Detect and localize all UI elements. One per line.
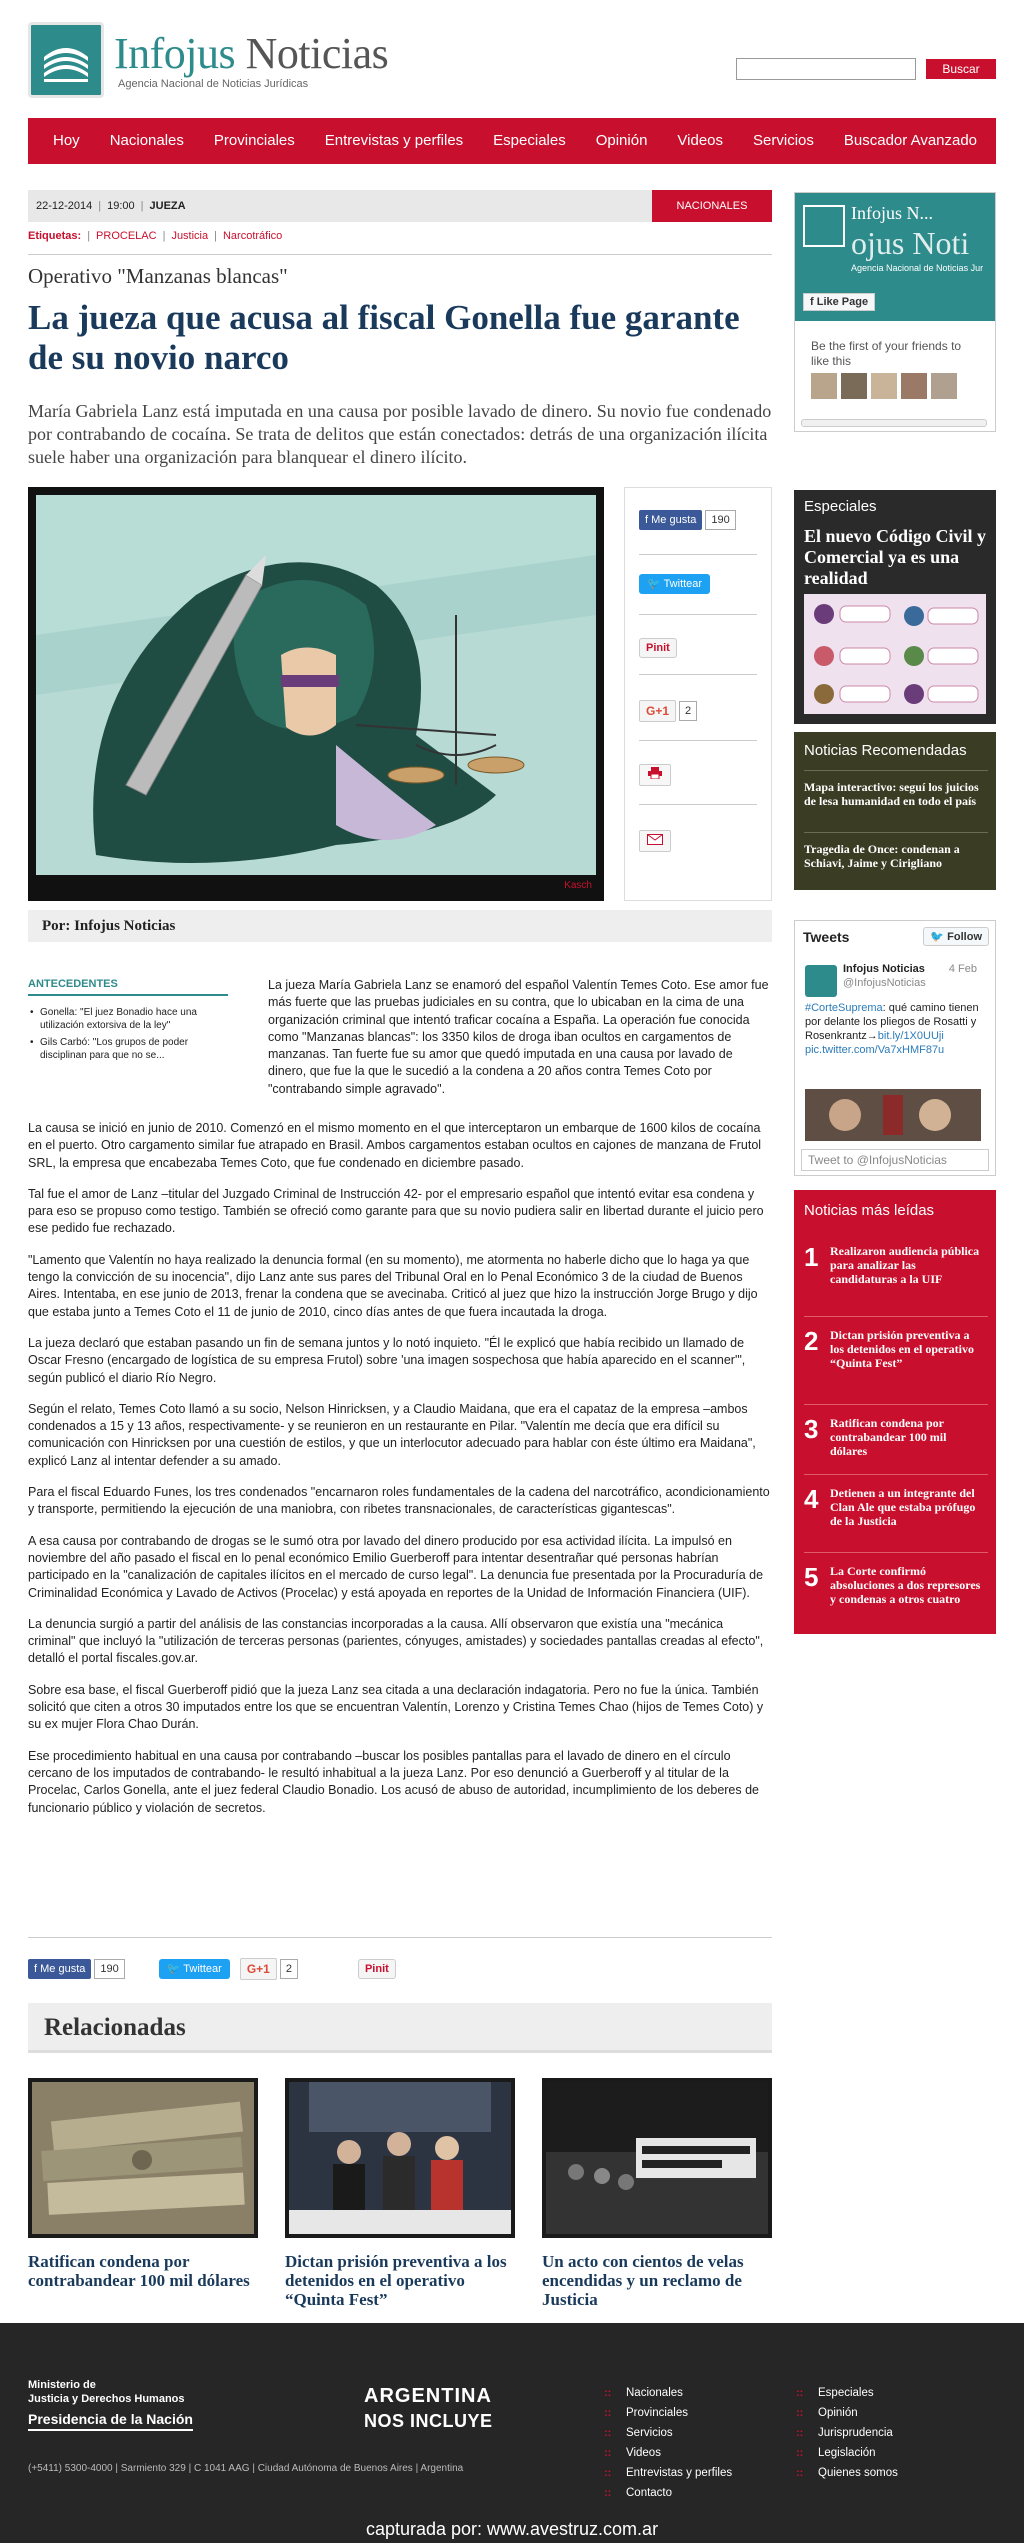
tweet-author-handle[interactable]: @InfojusNoticias <box>843 977 926 989</box>
facebook-icon: f <box>645 514 652 526</box>
nav-item-hoy[interactable]: Hoy <box>53 132 80 149</box>
tweet-author-name[interactable]: Infojus Noticias <box>843 963 925 975</box>
antecedente-link[interactable]: • Gonella: "El juez Bonadio hace una utilización extorsiva de la ley" <box>28 1006 228 1032</box>
related-title[interactable]: Un acto con cientos de velas encendidas y un reclamo de Justicia <box>542 2252 744 2309</box>
footer-link[interactable]: :: Videos <box>604 2443 732 2463</box>
recomendada-link[interactable]: Tragedia de Once: condenan a Schiavi, Jaime y Cirigliano <box>804 842 960 870</box>
justice-illustration <box>36 495 596 875</box>
capture-watermark: capturada por: www.avestruz.com.ar <box>365 2519 659 2539</box>
gplus-count: 2 <box>679 701 697 721</box>
fb-friend-faces <box>811 373 957 399</box>
dollar-bills-photo[interactable] <box>28 2078 258 2238</box>
related-article-card[interactable] <box>28 2078 258 2290</box>
fb-like-count-bottom: 190 <box>94 1959 124 1979</box>
tag-procelac[interactable]: PROCELAC <box>96 230 157 242</box>
main-nav <box>28 118 996 164</box>
mas-leidas-label: Noticias más leídas <box>804 1202 935 1219</box>
gplus-count-bottom: 2 <box>280 1959 298 1979</box>
tweet-button[interactable]: 🐦 Twittear <box>639 574 710 594</box>
nav-item-videos[interactable]: Videos <box>677 132 724 149</box>
footer-link[interactable]: :: Entrevistas y perfiles <box>604 2463 732 2483</box>
twitter-bird-icon: 🐦 <box>930 931 948 943</box>
article-paragraph: La jueza declaró que estaban pasando un fin de semana juntos y lo notó inquieto. "Él le explicó que había recibido un llamado de Oscar Fresno (encargado de logística de su empresa Frutol) sobre 'una imagen sospechosa que había aparecido en el scanner'", según publicó el diario Río Negro. <box>28 1335 746 1385</box>
ministry-line-1[interactable]: Ministerio de <box>28 2379 96 2391</box>
recomendada-link[interactable]: Mapa interactivo: seguí los juicios de lesa humanidad en todo el país <box>804 780 979 808</box>
article-topic: JUEZA <box>149 200 186 212</box>
gplus-share-row <box>639 700 697 722</box>
share-sidebar <box>624 487 772 901</box>
envelope-icon[interactable] <box>639 830 671 852</box>
search-input[interactable] <box>736 58 916 80</box>
recomendadas-box <box>794 732 996 890</box>
article-date: 22-12-2014 <box>36 200 93 212</box>
mas-leida-item[interactable] <box>804 1242 988 1312</box>
divider <box>639 554 757 555</box>
divider <box>639 804 757 805</box>
article-kicker: Operativo "Manzanas blancas" <box>28 264 288 288</box>
article-paragraph: A esa causa por contrabando de drogas se le sumó otra por lavado del dinero producido por esa actividad ilícita. La impulsó en noviembre del año pasado el fiscal en lo penal económico Emilio Guerberoff para intentar desentrañar qué personas habrían participado en la "canalización de capitales ilícitos en el mercado de curso legal". La denuncia fue presentada por la Procuraduría de Criminalidad Económica y Lavado de Activos (Procelac) y está apoyada en reportes de la Unidad de Información Financiera (UIF). <box>28 1533 764 1600</box>
tag-justicia[interactable]: Justicia <box>171 230 209 242</box>
fb-be-first-text: Be the first of your friends to like this <box>811 339 962 368</box>
mas-leida-item[interactable] <box>804 1414 988 1474</box>
article-paragraph: Ese procedimiento habitual en una causa por contrabando –buscar los posibles pantallas para el lavado de dinero en el círculo cercano de los imputados de contrabando- le resultó inhabitual a la jueza Lanz. Por eso denunció a Guerberoff y al titular de la Procelac, Carlos Gonella, ante el juez federal Claudio Bonadio. Los acusó de abuso de autoridad, incumplimiento de los deberes de funcionario público y violación de secretos. <box>28 1748 760 1815</box>
article-paragraph: La causa se inició en junio de 2010. Comenzó en el mismo momento en el que interceptaron un embarque de 1600 kilos de cocaína en el puerto. Otro cargamento similar fue atrapado en Brasil. Ambos cargamentos estaban ocultos en cajones de manzana de Frutol SRL, la empresa que encabezaba Temes Coto, que fue condenado en diciembre pasado. <box>28 1121 762 1170</box>
tweets-label: Tweets <box>803 929 850 945</box>
fb-share-row <box>639 510 736 530</box>
footer-link[interactable]: :: Quienes somos <box>796 2463 898 2483</box>
fb-page-cover[interactable] <box>795 193 995 321</box>
mas-leida-item[interactable] <box>804 1562 988 1628</box>
fb-cover-subtitle: Agencia Nacional de Noticias Jur <box>851 263 984 273</box>
nav-item-nacionales[interactable]: Nacionales <box>109 132 184 149</box>
nav-item-opinion[interactable]: Opinión <box>595 132 648 149</box>
divider <box>804 1404 988 1405</box>
printer-icon[interactable] <box>639 764 671 786</box>
horizontal-scrollbar[interactable] <box>801 419 987 427</box>
article-byline: Por: Infojus Noticias <box>28 910 772 942</box>
pinit-button-bottom[interactable]: Pinit <box>358 1959 396 1979</box>
nav-item-servicios[interactable]: Servicios <box>753 132 814 149</box>
mas-leida-link[interactable]: Ratifican condena por contrabandear 100 mil dólares <box>830 1416 947 1458</box>
gplus-button-bottom[interactable]: G+1 <box>240 1958 277 1980</box>
facebook-page-widget <box>794 192 996 432</box>
fb-page-name[interactable]: Infojus N... <box>851 203 933 223</box>
footer-link[interactable]: :: Especiales <box>796 2383 898 2403</box>
protest-photo[interactable] <box>542 2078 772 2238</box>
related-article-card[interactable] <box>285 2078 515 2309</box>
tweet-text: #CorteSuprema: qué camino tienen por delante los pliegos de Rosatti y Rosenkrantz→bit.ly/1X0UUji pic.twitter.com/Va7xHMF87u <box>805 1002 979 1056</box>
infojus-logo-icon[interactable] <box>28 22 104 98</box>
avatar[interactable] <box>931 373 957 399</box>
twitter-follow-button[interactable]: 🐦 Follow <box>923 927 989 946</box>
facebook-icon: f <box>810 296 817 308</box>
gplus-button[interactable]: G+1 <box>639 700 676 722</box>
tweet-hashtag[interactable]: #CorteSuprema <box>805 1002 883 1014</box>
fb-like-button[interactable]: f Me gusta <box>639 510 702 530</box>
mas-leida-item[interactable] <box>804 1484 988 1544</box>
tags-row: Etiquetas: | PROCELAC | Justicia | Narcotráfico <box>28 230 283 242</box>
infojus-logo-icon <box>803 205 845 247</box>
facebook-icon: f <box>34 1963 41 1975</box>
tweet-photo[interactable] <box>805 1089 981 1141</box>
article-paragraph: Tal fue el amor de Lanz –titular del Juzgado Criminal de Instrucción 42- por el empresario español que intentó evitar esa condena y para eso se propuso como testigo. También se ofreció como garante para que su novio pudiera salir en libertad durante el juicio pero ese pedido fue rechazado. <box>28 1186 764 1236</box>
related-title[interactable]: Dictan prisión preventiva a los detenidos en el operativo “Quinta Fest” <box>285 2252 507 2309</box>
antecedentes-title: ANTECEDENTES <box>28 978 228 996</box>
footer-link[interactable]: :: Provinciales <box>604 2403 732 2423</box>
especiales-box[interactable] <box>794 490 996 724</box>
footer-link[interactable]: :: Legislación <box>796 2443 898 2463</box>
relacionadas-header: Relacionadas <box>28 2003 772 2053</box>
article-paragraph: "Lamento que Valentín no haya realizado la denuncia formal (en su momento), me atormenta no haberle dicho que lo haga ya que tengo la convicción de su inocencia", dijo Lanz ante sus pares del Tribunal Oral en lo Penal Económico 3 de la ciudad de Buenos Aires. Intentaba, en ese junio de 2013, frenar la condena que se avecinaba. Criticó al juez que hizo la instrucción Jorge Brugo y dijo que estaba junto a Temes Coto el 11 de junio de 2010, cinco días antes de que fuera incautada la droga. <box>28 1252 758 1319</box>
footer-link[interactable]: :: Contacto <box>604 2483 732 2503</box>
fb-cover-text: ojus Noti <box>851 225 970 261</box>
tweet-pic-link[interactable]: pic.twitter.com/Va7xHMF87u <box>805 1044 945 1056</box>
mas-leida-item[interactable] <box>804 1326 988 1396</box>
site-header <box>28 22 996 102</box>
mas-leidas-box <box>794 1190 996 1634</box>
footer-link[interactable]: :: Jurisprudencia <box>796 2423 898 2443</box>
divider <box>804 832 988 833</box>
divider <box>639 740 757 741</box>
divider <box>804 1316 988 1317</box>
tweet-link[interactable]: bit.ly/1X0UUji <box>877 1030 944 1042</box>
presidency-logo[interactable]: Presidencia de la Nación <box>28 2411 193 2431</box>
article-paragraph: Sobre esa base, el fiscal Guerberoff pidió que la jueza Lanz sea citada a una declaración indagatoria. Pero no fue la única. También solicitó que citen a otros 30 imputados entre los que se encuentran Valentín, Lorenzo y Cristina Temes Chao (hijos de Temes Coto) y su ex mujer Flora Chao Durán. <box>28 1682 764 1732</box>
divider <box>804 1552 988 1553</box>
article-headline: La jueza que acusa al fiscal Gonella fue garante de su novio narco <box>28 298 740 377</box>
divider <box>639 614 757 615</box>
codigo-civil-illustration[interactable] <box>804 594 986 714</box>
rank-number: 3 <box>804 1414 819 1444</box>
footer-link[interactable]: :: Servicios <box>604 2423 732 2443</box>
nav-item-entrevistas[interactable]: Entrevistas y perfiles <box>324 132 464 149</box>
press-conference-photo[interactable] <box>285 2078 515 2238</box>
fb-like-page-button[interactable]: f Like Page <box>803 293 875 311</box>
article-time: 19:00 <box>107 200 135 212</box>
ministry-line-2[interactable]: Justicia y Derechos Humanos <box>28 2393 185 2405</box>
especiales-label: Especiales <box>804 498 877 515</box>
divider <box>28 254 772 255</box>
article-body <box>28 1120 772 1831</box>
article-meta-bar: 22-12-2014 | 19:00 | JUEZA NACIONALES <box>28 190 772 222</box>
antecedentes-box <box>28 978 228 1066</box>
fb-like-button-bottom[interactable]: f Me gusta <box>28 1959 91 1979</box>
tweet-date[interactable]: 4 Feb <box>948 963 977 975</box>
avatar[interactable] <box>871 373 897 399</box>
brand-subtitle: Agencia Nacional de Noticias Jurídicas <box>118 78 309 90</box>
fb-like-count: 190 <box>705 510 735 530</box>
especiales-title[interactable]: El nuevo Código Civil y Comercial ya es una realidad <box>804 526 987 588</box>
antecedente-link[interactable]: • Gils Carbó: "Los grupos de poder disciplinan para que no se... <box>28 1036 228 1062</box>
recomendadas-label: Noticias Recomendadas <box>804 742 967 759</box>
article-paragraph: La denuncia surgió a partir del análisis de las constancias incorporadas a la causa. Allí observaron que existía una "mecánica criminal" que incluyó la "utilización de terceras personas (parientes, cónyuges, amistades) y sociedades pantallas creadas al efecto", detalló el portal fiscales.gov.ar. <box>28 1616 764 1666</box>
mas-leida-link[interactable]: Detienen a un integrante del Clan Ale que estaba prófugo de la Justicia <box>830 1486 976 1528</box>
rank-number: 5 <box>804 1562 819 1592</box>
avatar[interactable] <box>901 373 927 399</box>
article-body-intro: La jueza María Gabriela Lanz se enamoró del español Valentín Temes Coto. Ese amor fue más fuerte que las pruebas judiciales en su contra, que lo ubicaban en la cima de una organización criminal que intentó traficar cocaína a España. La operación fue conocida como "Manzanas blancas": los 3350 kilos de droga iban ocultos en cargamentos de manzanas. Tan fuerte fue su amor que quedó imputada en una causa por lavado de dinero, que fue la que le sucedió a la condena a 20 años contra Temes Coto por "contrabando simple agravado". <box>268 978 769 1096</box>
slogan-line-1: ARGENTINA <box>364 2385 492 2407</box>
tag-narcotrafico[interactable]: Narcotráfico <box>222 230 283 242</box>
avatar[interactable] <box>805 965 837 997</box>
footer-link[interactable]: :: Opinión <box>796 2403 898 2423</box>
rank-number: 2 <box>804 1326 819 1356</box>
pinit-button[interactable]: Pinit <box>639 638 677 658</box>
nav-item-buscador[interactable]: Buscador Avanzado <box>843 132 978 149</box>
tags-label: Etiquetas: <box>28 230 82 242</box>
nav-item-especiales[interactable]: Especiales <box>493 132 566 149</box>
twitter-bird-icon: 🐦 <box>647 578 664 590</box>
footer-links-col-1 <box>604 2383 732 2503</box>
divider <box>804 770 988 771</box>
section-badge[interactable]: NACIONALES <box>652 190 772 222</box>
rank-number: 1 <box>804 1242 819 1272</box>
twitter-bird-icon: 🐦 <box>166 1963 184 1975</box>
footer-address: (+5411) 5300-4000 | Sarmiento 329 | C 1041 AAG | Ciudad Autónoma de Buenos Aires | Argentina <box>28 2463 464 2474</box>
mas-leida-link[interactable]: Realizaron audiencia pública para analizar las candidaturas a la UIF <box>830 1244 980 1286</box>
twitter-widget <box>794 920 996 1176</box>
divider <box>804 1474 988 1475</box>
article-illustration <box>28 487 604 901</box>
share-bottom-row <box>28 1958 396 1980</box>
search-button[interactable]: Buscar <box>926 59 996 79</box>
article-lead: María Gabriela Lanz está imputada en una causa por posible lavado de dinero. Su novio fue condenado por contrabando de cocaína. Se trata de delitos que están conectados: detrás de una organización ilícita suele haber una organización para blanquear el dinero ilícito. <box>28 401 772 467</box>
image-credit: Kasch <box>564 880 592 891</box>
divider <box>639 674 757 675</box>
site-footer <box>0 2323 1024 2543</box>
avatar[interactable] <box>841 373 867 399</box>
slogan-line-2: NOS INCLUYE <box>364 2411 493 2431</box>
related-title[interactable]: Ratifican condena por contrabandear 100 mil dólares <box>28 2252 250 2290</box>
nav-item-provinciales[interactable]: Provinciales <box>213 132 295 149</box>
footer-links-col-2 <box>796 2383 898 2483</box>
footer-link[interactable]: :: Nacionales <box>604 2383 732 2403</box>
avatar[interactable] <box>811 373 837 399</box>
article-paragraph: Para el fiscal Eduardo Funes, los tres condenados "encarnaron roles fundamentales de la cadena del narcotráfico, acondicionamiento y transporte, permitiendo la ejecución de una maniobra, con ribetes transnacionales, de características gigantescas". <box>28 1485 770 1517</box>
mas-leida-link[interactable]: Dictan prisión preventiva a los detenidos en el operativo “Quinta Fest” <box>830 1328 974 1370</box>
related-article-card[interactable] <box>542 2078 772 2309</box>
rank-number: 4 <box>804 1484 819 1514</box>
tweet-button-bottom[interactable]: 🐦 Twittear <box>159 1959 230 1979</box>
brand-title[interactable]: Infojus Noticias <box>114 29 389 78</box>
mas-leida-link[interactable]: La Corte confirmó absoluciones a dos represores y condenas a otros cuatro <box>830 1564 981 1606</box>
article-paragraph: Según el relato, Temes Coto llamó a su socio, Nelson Hinricksen, y a Claudio Maidana, que era el capataz de la empresa –ambos condenados a 15 y 13 años, respectivamente- y se reunieron en un restaurante en Pilar. "Valentín me decía que era difícil su comunicación con Hinricksen por una cuestión de estilos, y que un interlocutor adecuado para hablar con éste último era Maidana", explicó Lanz al intentar defender a su amado. <box>28 1401 756 1468</box>
divider <box>28 1937 772 1938</box>
tw-share-row <box>639 574 710 594</box>
pin-share-row <box>639 638 677 658</box>
tweet-compose-input[interactable]: Tweet to @InfojusNoticias <box>801 1149 989 1171</box>
